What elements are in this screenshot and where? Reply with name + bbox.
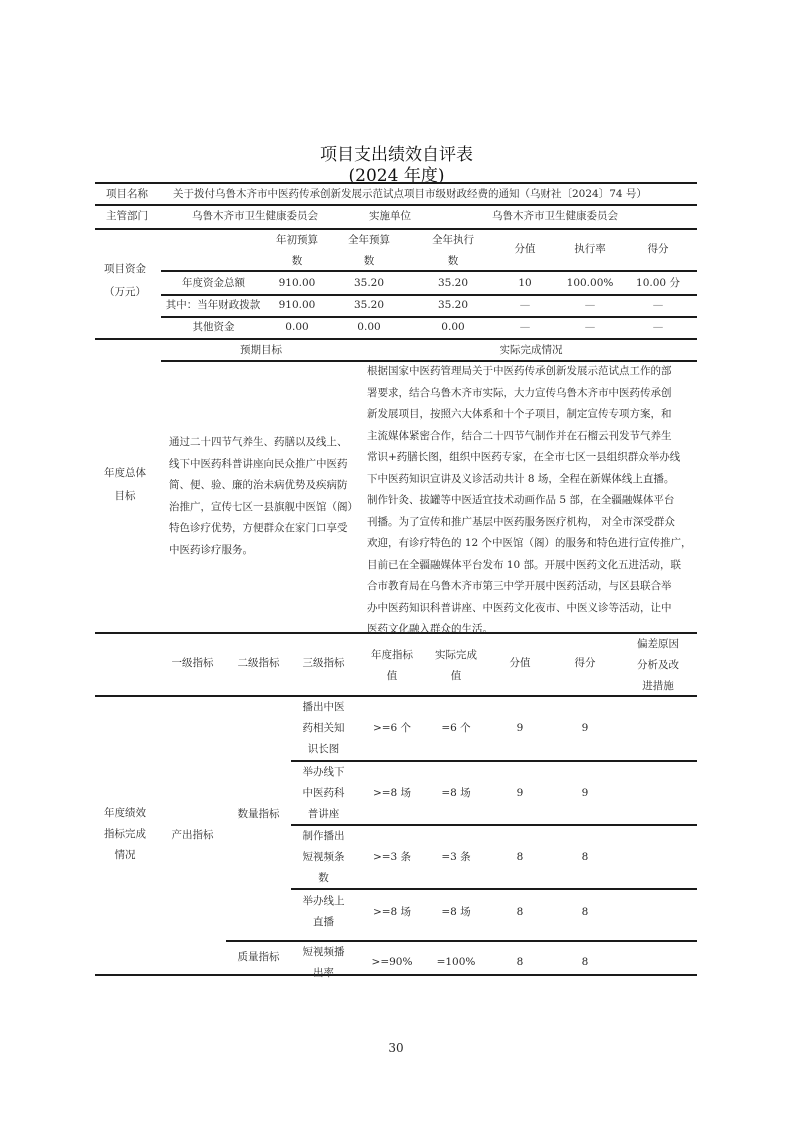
actual-completion-line: 署要求，结合乌鲁木齐市实际，大力宣传乌鲁木齐市中医药传承创 bbox=[367, 386, 672, 399]
expected-goal-text bbox=[169, 432, 364, 561]
funds-row-score: 10.00 分 bbox=[636, 277, 680, 289]
funds-row-rate: 100.00% bbox=[566, 277, 614, 289]
target-value: >=8 场 bbox=[372, 787, 412, 799]
actual-completion-line: 根据国家中医药管理局关于中医药传承创新发展示范试点工作的部 bbox=[367, 365, 672, 377]
funds-row-value: — bbox=[519, 299, 531, 311]
actual-value: =6 个 bbox=[441, 722, 471, 734]
actual-completion-line: 欢迎，有诊疗特色的 12 个中医馆（阁）的服务和特色进行宣传推广， bbox=[367, 537, 692, 549]
funds-row-label: 其中：当年财政拨款 bbox=[165, 299, 261, 311]
level1-output: 产出指标 bbox=[171, 829, 214, 841]
actual-completion-line: 主流媒体紧密合作，结合二十四节气制作并在石榴云刊发节气养生 bbox=[367, 429, 672, 442]
funds-row-exec: 35.20 bbox=[437, 277, 469, 289]
section-label: 年度绩效 指标完成 情况 bbox=[104, 807, 146, 861]
target-value: >=3 条 bbox=[372, 851, 412, 863]
header-score: 得分 bbox=[647, 243, 669, 255]
dept-value: 乌鲁木齐市卫生健康委员会 bbox=[192, 210, 318, 222]
expected-goal-line: 特色诊疗优势，方便群众在家门口享受 bbox=[169, 522, 348, 534]
expected-goal-line: 中医药诊疗服务。 bbox=[169, 543, 253, 556]
funds-label-line2: （万元） bbox=[104, 286, 146, 298]
funds-row-annual: 0.00 bbox=[357, 321, 381, 333]
actual-value: =100% bbox=[436, 956, 476, 968]
target-value: >=90% bbox=[371, 956, 413, 968]
funds-row-label: 年度资金总额 bbox=[182, 277, 245, 289]
page-number: 30 bbox=[388, 1041, 404, 1055]
target-value: >=8 场 bbox=[372, 906, 412, 918]
header-actual: 实际完成 值 bbox=[435, 649, 477, 682]
rule-bottom bbox=[95, 974, 697, 976]
header-level1: 一级指标 bbox=[171, 657, 214, 669]
score-value: 8 bbox=[516, 851, 524, 863]
expected-goal-line: 通过二十四节气养生、药膳以及线上、 bbox=[169, 436, 348, 448]
actual-completion-line: 刊播。为了宣传和推广基层中医药服务医疗机构， 对全市深受群众 bbox=[367, 515, 675, 528]
actual-completion-line: 下中医药知识宣讲及义诊活动共计 8 场，全程在新媒体线上直播。 bbox=[367, 472, 675, 485]
dept-label: 主管部门 bbox=[106, 210, 148, 222]
funds-row-annual: 35.20 bbox=[353, 299, 385, 311]
header-ind-value: 分值 bbox=[509, 657, 531, 669]
score-value: 9 bbox=[516, 722, 524, 734]
expected-goal-line: 治推广，宣传七区一县旗舰中医馆（阁） bbox=[169, 500, 358, 513]
actual-completion-line: 新发展项目，按照六大体系和十个子项目，制定宣传专项方案，和 bbox=[367, 408, 672, 420]
actual-completion-line: 合市教育局在乌鲁木齐市第三中学开展中医药活动，与区县联合举 bbox=[367, 580, 672, 592]
funds-row-value: — bbox=[519, 321, 531, 333]
funds-row-annual: 35.20 bbox=[353, 277, 385, 289]
level3-text: 举办线上 直播 bbox=[302, 895, 345, 928]
header-ind-score: 得分 bbox=[574, 657, 596, 669]
actual-value: =3 条 bbox=[441, 851, 471, 863]
funds-row-score: — bbox=[652, 299, 664, 311]
header-initial-budget: 年初预算 数 bbox=[276, 234, 318, 267]
header-annual-exec: 全年执行 数 bbox=[432, 234, 474, 267]
funds-row-label: 其他资金 bbox=[192, 321, 235, 333]
impl-value: 乌鲁木齐市卫生健康委员会 bbox=[492, 210, 618, 222]
actual-completion-text bbox=[367, 361, 697, 641]
rule-after-funds bbox=[95, 338, 697, 340]
document-subtitle: (2024 年度) bbox=[348, 166, 445, 186]
level2-quality: 质量指标 bbox=[237, 951, 280, 963]
goals-label-line1: 年度总体 bbox=[104, 467, 146, 479]
funds-row-exec: 35.20 bbox=[437, 299, 469, 311]
funds-row-score: — bbox=[652, 321, 664, 333]
impl-label: 实施单位 bbox=[369, 210, 411, 222]
header-deviation: 偏差原因 分析及改 进措施 bbox=[637, 638, 679, 692]
actual-completion-header: 实际完成情况 bbox=[499, 344, 563, 356]
goals-label-line2: 目标 bbox=[114, 490, 136, 502]
funds-row-initial: 910.00 bbox=[278, 277, 316, 289]
level2-quantity: 数量指标 bbox=[237, 808, 280, 820]
header-level2: 二级指标 bbox=[237, 657, 280, 669]
funds-row-initial: 0.00 bbox=[285, 321, 309, 333]
rule-top bbox=[95, 182, 697, 184]
project-name-label: 项目名称 bbox=[106, 188, 148, 200]
funds-row-rate: — bbox=[584, 299, 596, 311]
expected-goal-header: 预期目标 bbox=[240, 344, 282, 356]
rule-funds-row1 bbox=[161, 294, 697, 296]
level3-text: 播出中医 药相关知 识长图 bbox=[302, 701, 345, 755]
actual-completion-line: 目前已在全疆融媒体平台发布 10 部。开展中医药文化五进活动，联 bbox=[367, 558, 682, 571]
header-exec-rate: 执行率 bbox=[574, 243, 606, 255]
score-value: 8 bbox=[516, 906, 524, 918]
score: 9 bbox=[581, 787, 589, 799]
funds-row-rate: — bbox=[584, 321, 596, 333]
header-annual-target: 年度指标 值 bbox=[371, 649, 413, 682]
funds-row-exec: 0.00 bbox=[441, 321, 465, 333]
actual-completion-line: 制作针灸、拔罐等中医适宜技术动画作品 5 部，在全疆融媒体平台 bbox=[367, 494, 675, 506]
score: 8 bbox=[581, 851, 589, 863]
score-value: 9 bbox=[516, 787, 524, 799]
actual-value: =8 场 bbox=[441, 787, 471, 799]
actual-completion-line: 医药文化融入群众的生活。 bbox=[367, 623, 493, 635]
level3-text: 举办线下 中医药科 普讲座 bbox=[302, 766, 345, 820]
actual-completion-line: 常识+药膳长图，组织中医药专家，在全市七区一县组织群众举办线 bbox=[367, 451, 681, 463]
funds-row-initial: 910.00 bbox=[278, 299, 316, 311]
target-value: >=6 个 bbox=[372, 722, 412, 734]
expected-goal-line: 线下中医药科普讲座向民众推广中医药 bbox=[169, 457, 348, 470]
rule-after-name bbox=[95, 204, 697, 206]
level3-text: 短视频播 出率 bbox=[302, 946, 345, 979]
rule-indicator-header bbox=[95, 695, 697, 697]
header-annual-budget: 全年预算 数 bbox=[348, 234, 390, 267]
expected-goal-line: 简、便、验、廉的治未病优势及疾病防 bbox=[169, 479, 348, 491]
actual-completion-line: 办中医药知识科普讲座、中医药文化夜市、中医义诊等活动，让中 bbox=[367, 601, 672, 614]
score: 9 bbox=[581, 722, 589, 734]
header-level3: 三级指标 bbox=[302, 657, 345, 669]
rule-funds-row2 bbox=[161, 316, 697, 318]
score: 8 bbox=[581, 906, 589, 918]
funds-row-value: 10 bbox=[518, 277, 532, 289]
project-name-value: 关于拨付乌鲁木齐市中医药传承创新发展示范试点项目市级财政经费的通知（乌财社〔2024〕74 号） bbox=[173, 188, 647, 200]
header-score-value: 分值 bbox=[514, 243, 536, 255]
score: 8 bbox=[581, 956, 589, 968]
actual-value: =8 场 bbox=[441, 906, 471, 918]
document-title: 项目支出绩效自评表 bbox=[320, 145, 473, 165]
score-value: 8 bbox=[516, 956, 524, 968]
level3-text: 制作播出 短视频条 数 bbox=[302, 830, 345, 884]
funds-label-line1: 项目资金 bbox=[104, 263, 146, 275]
